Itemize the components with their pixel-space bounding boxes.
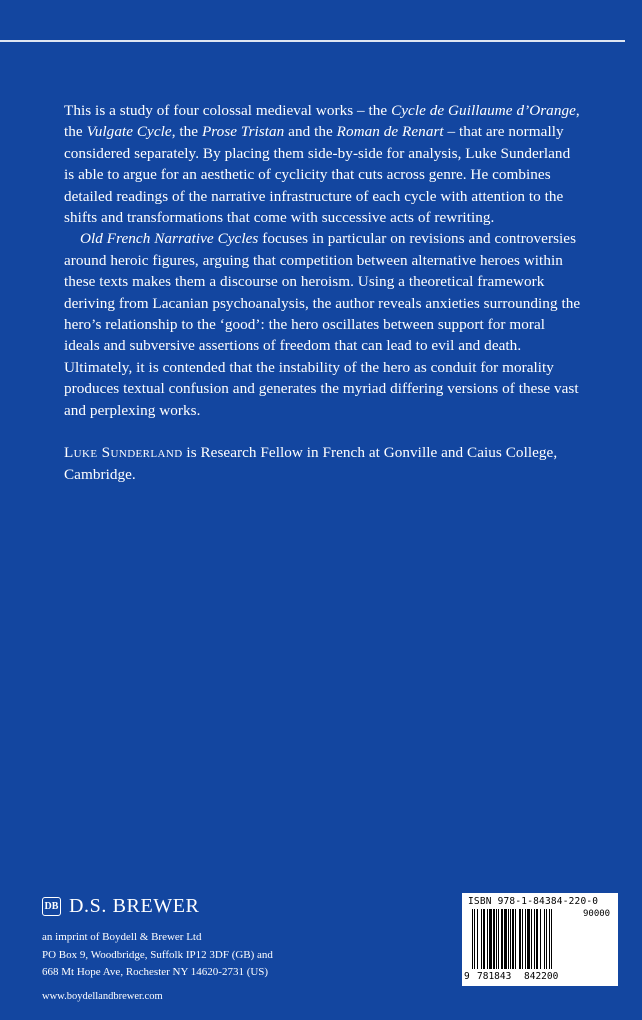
book-title: Old French Narrative Cycles	[80, 230, 259, 248]
title-guillaume: Cycle de Guillaume d’Orange	[391, 102, 576, 119]
p1-sep-2: , the	[171, 123, 202, 141]
publisher-block	[42, 893, 342, 1002]
p1-sep-1: , the	[64, 102, 580, 141]
ean-digits-left: 781843	[477, 971, 512, 982]
title-tristan: Prose Tristan	[201, 123, 285, 141]
blurb-text	[64, 100, 584, 485]
isbn-label: ISBN 978-1-84384-220-0	[468, 896, 599, 907]
bio-text: is Research Fellow in French at Gonville and Caius College, Cambridge.	[64, 444, 558, 483]
price-code: 90000	[583, 909, 611, 919]
p1-sep-3: and the	[284, 123, 337, 141]
ean-barcode	[472, 909, 578, 975]
title-vulgate: Vulgate Cycle	[86, 123, 172, 141]
author-bio	[64, 442, 584, 485]
publisher-logo-icon: DB	[42, 897, 61, 916]
title-renart: Roman de Renart	[336, 123, 444, 141]
publisher-line: PO Box 9, Woodbridge, Suffolk IP12 3DF (GB) and	[42, 948, 273, 961]
ean-digit-first: 9	[464, 971, 470, 982]
publisher-line: an imprint of Boydell & Brewer Ltd	[42, 931, 202, 943]
publisher-address	[42, 929, 342, 982]
publisher-line: 668 Mt Hope Ave, Rochester NY 14620-2731 (US)	[42, 966, 269, 979]
p1-text-b: – that are normally considered separately. By placing them side-by-side for analysis, Luke Sunderland is able to argue for an aesthetic of cyclicity that cuts across genre. He combines detailed readings of the narrative infrastructure of each cycle with attention to the shifts and transformations that come with successive acts of rewriting.	[64, 123, 571, 227]
blurb-paragraph-1	[64, 100, 584, 228]
author-name: Luke Sunderland	[64, 444, 183, 462]
publisher-header	[42, 893, 342, 919]
p2-text: focuses in particular on revisions and controversies around heroic figures, arguing that competition between alternative heroes within these texts makes them a discourse on heroism. Using a theoretical framework deriving from Lacanian psychoanalysis, the author reveals anxieties surrounding the hero’s relationship to the ‘good’: the hero oscillates between support for moral ideals and subversive assertions of freedom that can lead to evil and death. Ultimately, it is contended that the instability of the hero as conduit for morality produces textual confusion and generates the myriad differing versions of these vast and perplexing works.	[64, 230, 581, 419]
ean-digits-right: 842200	[524, 971, 559, 982]
p1-text-a: This is a study of four colossal medieval works – the	[64, 102, 392, 119]
barcode-box	[462, 893, 618, 986]
publisher-name: D.S. BREWER	[69, 894, 200, 917]
top-rule	[0, 40, 625, 42]
blurb-paragraph-2	[64, 228, 584, 421]
publisher-url: www.boydellandbrewer.com	[42, 990, 163, 1002]
